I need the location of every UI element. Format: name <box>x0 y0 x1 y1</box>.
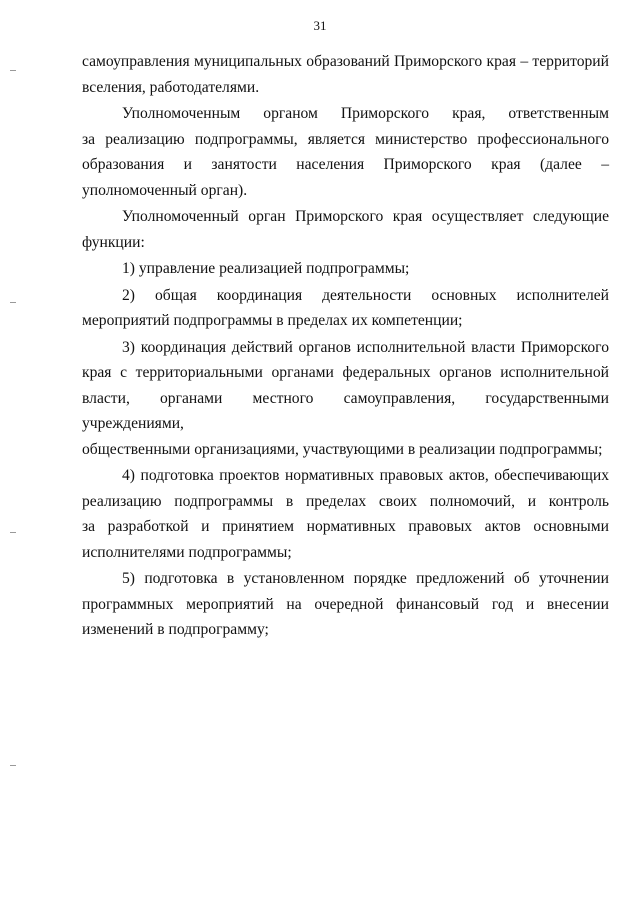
paragraph <box>82 283 609 334</box>
margin-tick <box>10 532 16 533</box>
paragraph <box>82 335 609 463</box>
paragraph <box>82 49 609 100</box>
paragraph <box>82 463 609 565</box>
paragraph <box>82 101 609 203</box>
text-line: Уполномоченным органом Приморского края, ответственным <box>122 105 609 122</box>
margin-tick <box>10 765 16 766</box>
text-line: изменений в подпрограмму; <box>82 621 269 638</box>
paragraph <box>82 256 609 282</box>
text-line: 5) подготовка в установленном порядке предложений об уточнении <box>122 570 609 587</box>
text-line: 4) подготовка проектов нормативных правовых актов, обеспечивающих <box>122 467 609 484</box>
text-line: функции: <box>82 233 145 251</box>
text-line: исполнителями подпрограммы; <box>82 543 292 561</box>
text-line: уполномоченный орган). <box>82 181 248 199</box>
text-line: власти, органами местного самоуправления, государственными учреждениями, <box>82 389 609 432</box>
text-line: реализацию подпрограммы в пределах своих полномочий, и контроль <box>82 492 609 510</box>
margin-tick <box>10 70 16 71</box>
page-number: 31 <box>313 18 327 33</box>
text-line: Уполномоченный орган Приморского края осуществляет следующие <box>122 208 609 225</box>
text-line: самоуправления муниципальных образований Приморского края – территорий <box>82 53 609 70</box>
margin-tick <box>10 302 16 303</box>
document-body <box>82 49 609 643</box>
text-line: программных мероприятий на очередной финансовый год и внесении <box>82 595 609 613</box>
text-line: общественными организациями, участвующими в реализации подпрограммы; <box>82 440 603 458</box>
paragraph <box>82 566 609 643</box>
text-line: 2) общая координация деятельности основных исполнителей <box>122 286 609 304</box>
text-line: за реализацию подпрограммы, является министерство профессионального <box>82 130 609 148</box>
text-line: образования и занятости населения Приморского края (далее – <box>82 156 609 173</box>
text-line: за разработкой и принятием нормативных правовых актов основными <box>82 518 609 535</box>
text-line: 3) координация действий органов исполнительной власти Приморского <box>122 338 609 356</box>
text-line: вселения, работодателями. <box>82 78 260 96</box>
text-line: края с территориальными органами федеральных органов исполнительной <box>82 364 609 381</box>
paragraph <box>82 204 609 255</box>
text-line: мероприятий подпрограммы в пределах их компетенции; <box>82 312 463 329</box>
text-line: 1) управление реализацией подпрограммы; <box>122 260 410 277</box>
